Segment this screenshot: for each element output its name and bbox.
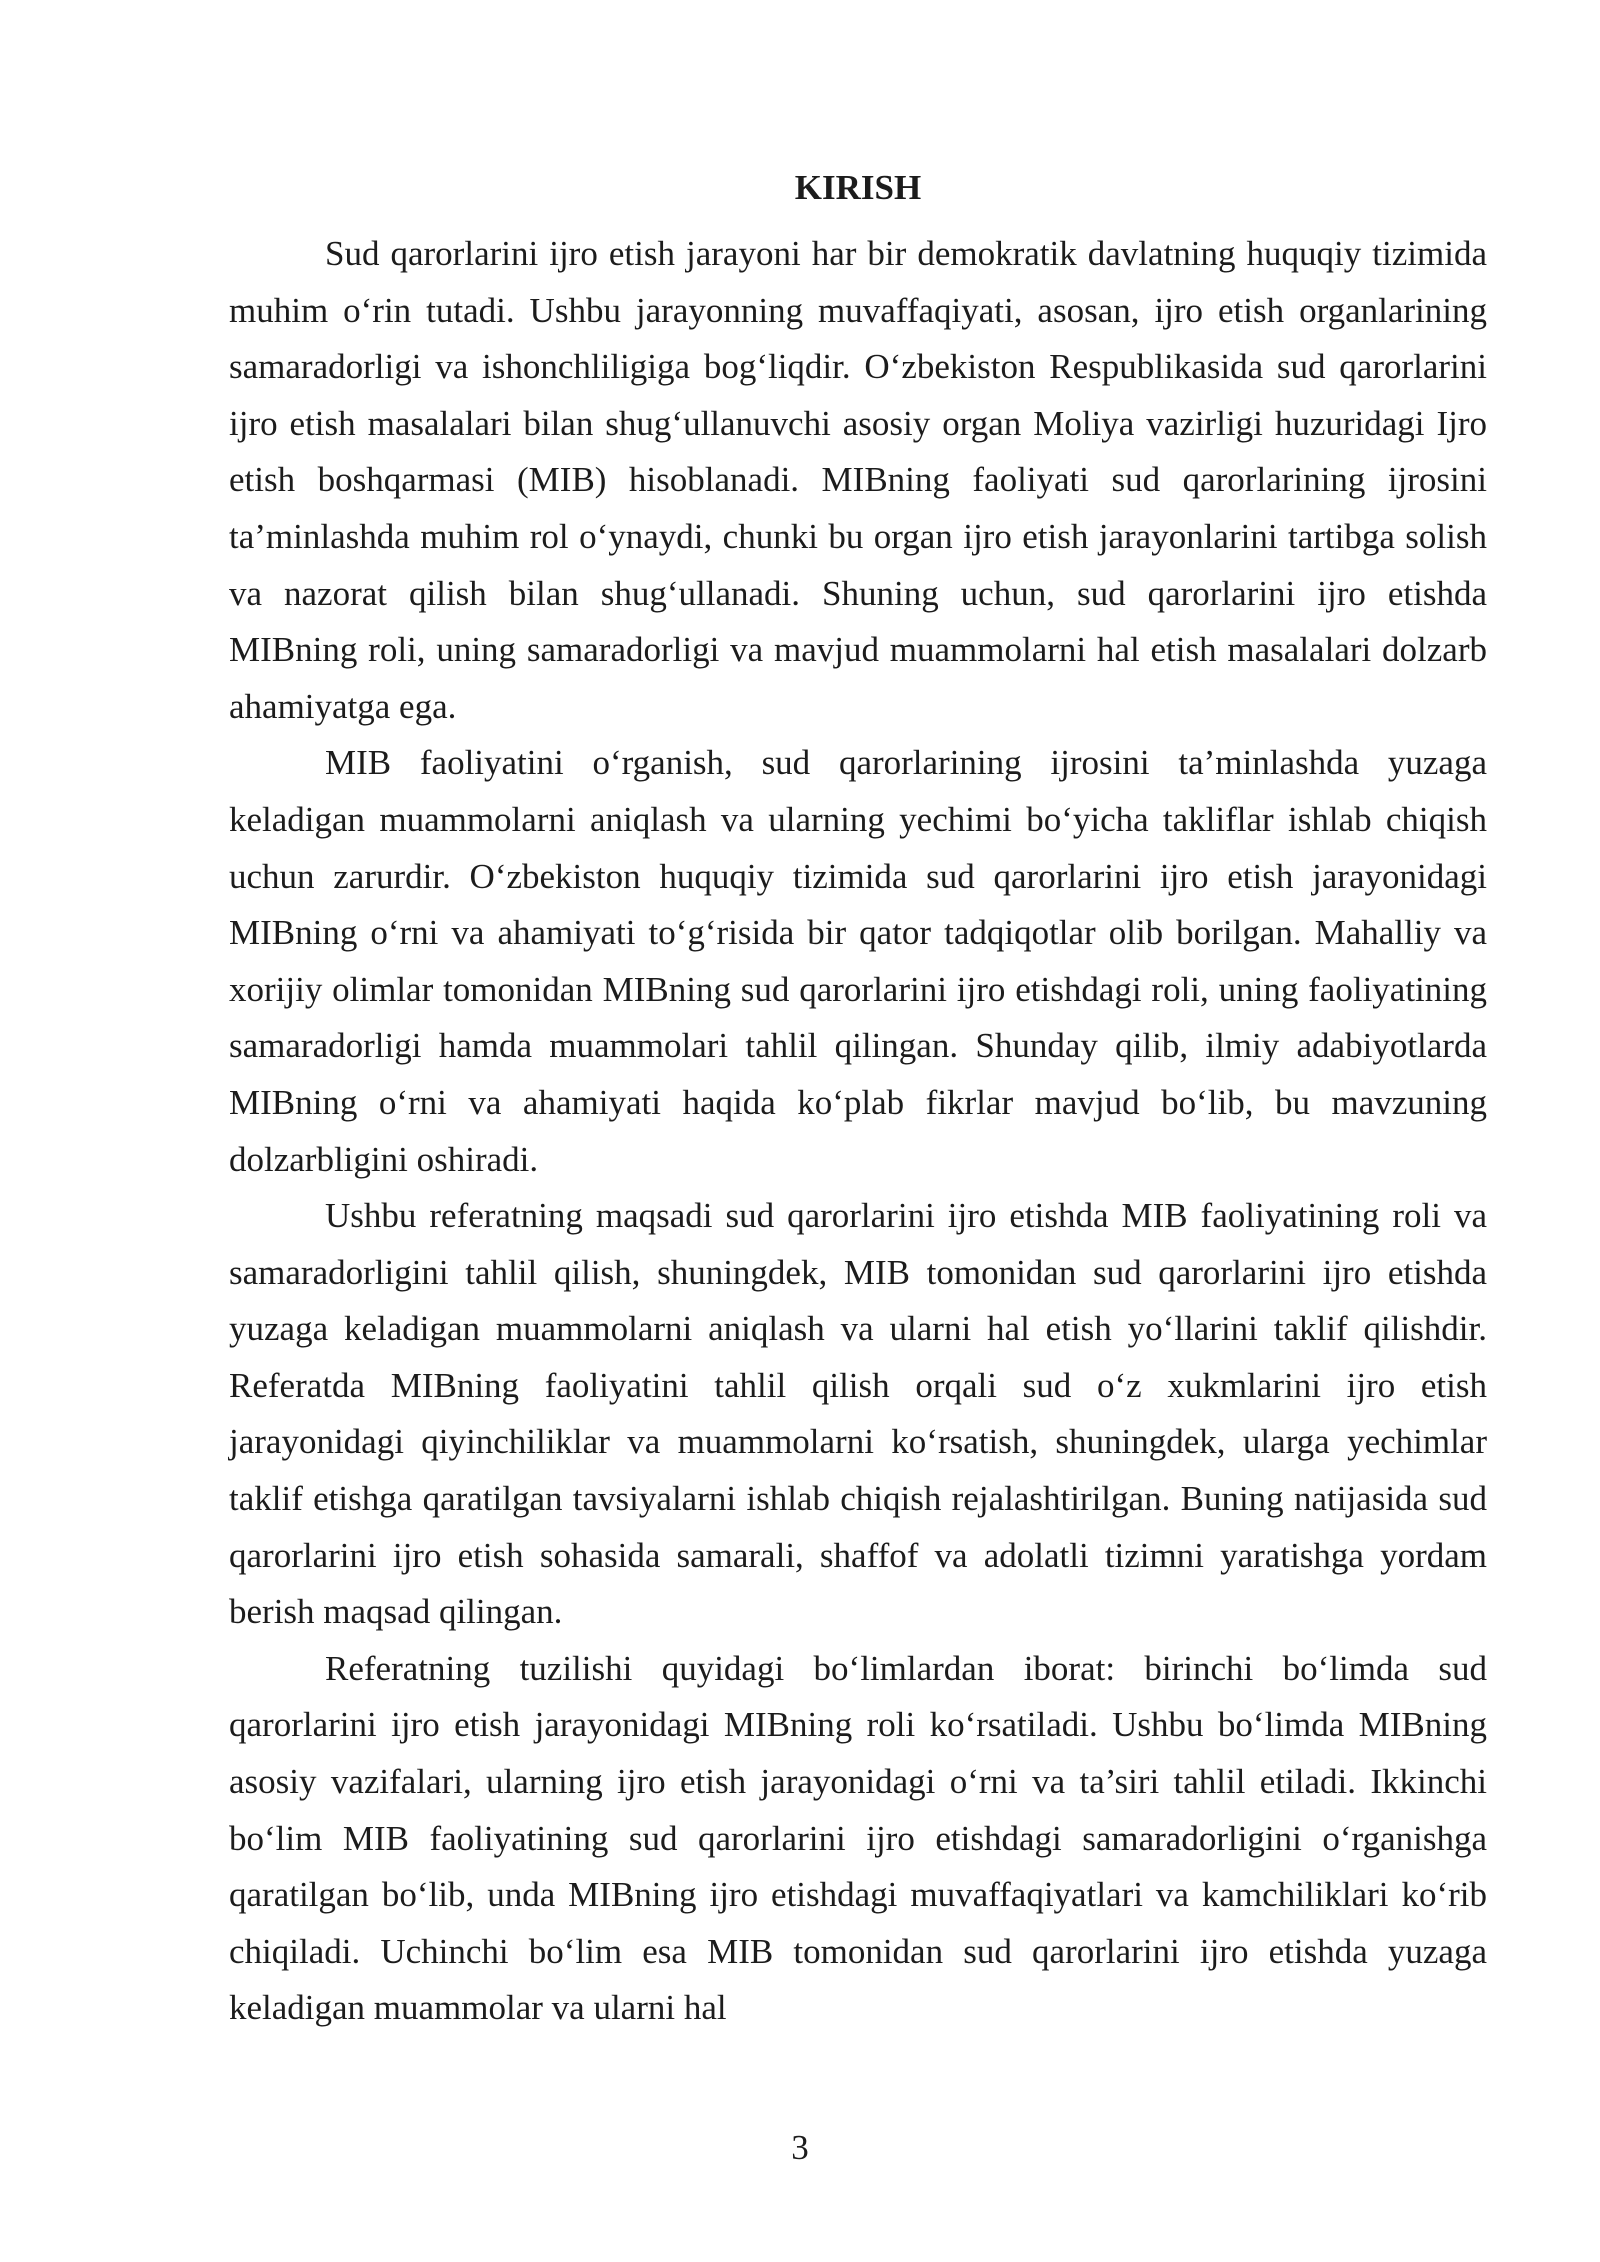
paragraph-4: Referatning tuzilishi quyidagi bo‘limlardan iborat: birinchi bo‘limda sud qarorlarini ijro etish jarayonidagi MIBning roli ko‘rsatiladi. Ushbu bo‘limda MIBning asosiy vazifalari, ularning ijro etish jarayonidagi o‘rni va ta’siri tahlil etiladi. Ikkinchi bo‘lim MIB faoliyatining sud qarorlarini ijro etishdagi samaradorligini o‘rganishga qaratilgan bo‘lib, unda MIBning ijro etishdagi muvaffaqiyatlari va kamchiliklari ko‘rib chiqiladi. Uchinchi bo‘lim esa MIB tomonidan sud qarorlarini ijro etishda yuzaga keladigan muammolar va ularni hal: [229, 1648, 1487, 2028]
page-number: 3: [791, 2128, 809, 2167]
paragraph-2: MIB faoliyatini o‘rganish, sud qarorlarining ijrosini ta’minlashda yuzaga keladigan muammolarni aniqlash va ularning yechimi bo‘yicha takliflar ishlab chiqish uchun zarurdir. O‘zbekiston huquqiy tizimida sud qarorlarini ijro etish jarayonidagi MIBning o‘rni va ahamiyati to‘g‘risida bir qator tadqiqotlar olib borilgan. Mahalliy va xorijiy olimlar tomonidan MIBning sud qarorlarini ijro etishdagi roli, uning faoliyatining samaradorligi hamda muammolari tahlil qilingan. Shunday qilib, ilmiy adabiyotlarda MIBning o‘rni va ahamiyati haqida ko‘plab fikrlar mavjud bo‘lib, bu mavzuning dolzarbligini oshiradi.: [229, 743, 1487, 1179]
paragraph-1: Sud qarorlarini ijro etish jarayoni har bir demokratik davlatning huquqiy tizimida muhim o‘rin tutadi. Ushbu jarayonning muvaffaqiyati, asosan, ijro etish organlarining samaradorligi va ishonchliligiga bog‘liqdir. O‘zbekiston Respublikasida sud qarorlarini ijro etish masalalari bilan shug‘ullanuvchi asosiy organ Moliya vazirligi huzuridagi Ijro etish boshqarmasi (MIB) hisoblanadi. MIBning faoliyati sud qarorlarining ijrosini ta’minlashda muhim rol o‘ynaydi, chunki bu organ ijro etish jarayonlarini tartibga solish va nazorat qilish bilan shug‘ullanadi. Shuning uchun, sud qarorlarini ijro etishda MIBning roli, uning samaradorligi va mavjud muammolarni hal etish masalalari dolzarb ahamiyatga ega.: [229, 234, 1487, 726]
section-title: KIRISH: [794, 168, 922, 207]
page-content: [229, 160, 1487, 2037]
paragraph-3: Ushbu referatning maqsadi sud qarorlarini ijro etishda MIB faoliyatining roli va samaradorligini tahlil qilish, shuningdek, MIB tomonidan sud qarorlarini ijro etishda yuzaga keladigan muammolarni aniqlash va ularni hal etish yo‘llarini taklif qilishdir. Referatda MIBning faoliyatini tahlil qilish orqali sud o‘z xukmlarini ijro etish jarayonidagi qiyinchiliklar va muammolarni ko‘rsatish, shuningdek, ularga yechimlar taklif etishga qaratilgan tavsiyalarni ishlab chiqish rejalashtirilgan. Buning natijasida sud qarorlarini ijro etish sohasida samarali, shaffof va adolatli tizimni yaratishga yordam berish maqsad qilingan.: [229, 1196, 1487, 1632]
